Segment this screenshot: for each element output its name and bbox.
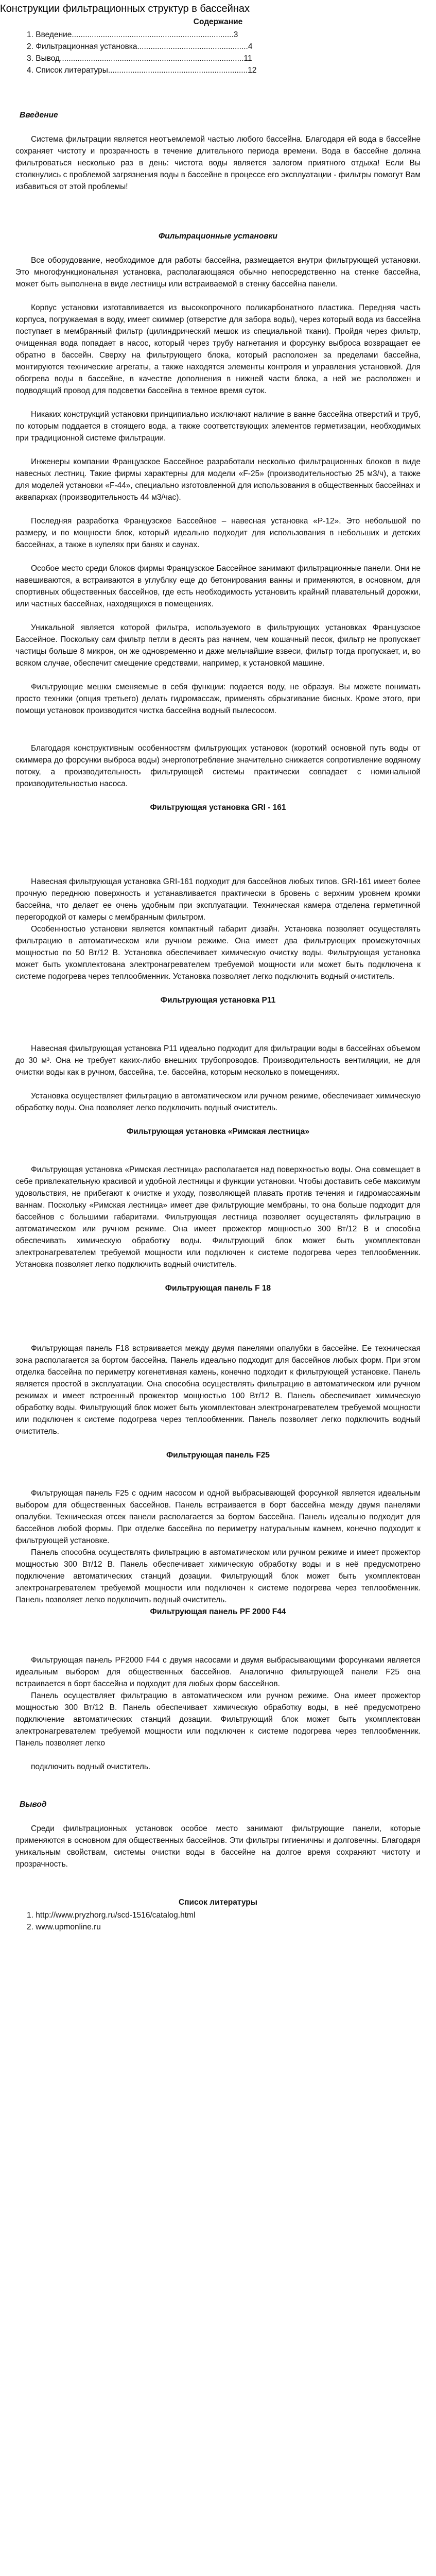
paragraph: Фильтрующая панель PF2000 F44 с двумя насосами и двумя выбрасывающими форсунками является идеальным выбором для общественных бассейнов. Аналогично фильтрующей панели F25 она встраивается в борт бассейна и подходит для любых форм бассейнов. xyxy=(15,1656,421,1688)
pf2000-heading: Фильтрующая панель PF 2000 F44 xyxy=(150,1607,286,1616)
paragraph: Фильтрующая установка «Римская лестница» располагается над поверхностью воды. Она совмещает в себе привлекательную красивой и удобной лестницы и функции установки. Чтобы доставить себе максимум удовольствия, не прибегают к очистке и уходу, позволяющей плавать против течения и гидромассажным ваннам. Поскольку «Римская лестница» имеет две фильтрующие мембраны, то она больше подходит для бассейнов с большими габаритами. Фильтрующая лестница позволяет осуществлять фильтрацию в автоматическом или ручном режиме. Она имеет прожектор мощностью 300 Вт/12 В и способна обеспечивать химическую обработку воды. Фильтрующий блок может быть укомплектован электронагревателем требуемой мощности или подключен к системе подогрева через теплообменник. Установка позволяет легко подключить водный очиститель. xyxy=(15,1165,421,1269)
p11-heading: Фильтрующая установка P11 xyxy=(160,996,276,1005)
references-heading: Список литературы xyxy=(178,1898,257,1907)
toc-heading: Содержание xyxy=(193,18,243,26)
paragraph: Инженеры компании Французское Бассейное разработали несколько фильтрационных блоков в виде навесных лестниц. Такие фирмы характерны для модели «F-25» (производительностью 25 м3/ч), а также для моделей установки «F-44», специально изготовленной для использования в общественных бассейнах и аквапарках (производительность 44 м3/час). xyxy=(15,457,421,502)
filter-install-heading: Фильтрационные установки xyxy=(159,232,277,241)
paragraph: Среди фильтрационных установок особое место занимают фильтрующие панели, которые применяются в основном для общественных бассейнов. Эти фильтры гигиеничны и долговечны. Благодаря уникальным свойствам, системы очистки воды в бассейне на долгое время сохраняют чистоту и прозрачность. xyxy=(15,1824,421,1869)
toc-item: 4. Список литературы...............................................................12 xyxy=(27,66,257,75)
grc161-heading: Фильтрующая установка GRI - 161 xyxy=(150,803,286,812)
reference-item: 1. http://www.pryzhorg.ru/scd-1516/catalog.html xyxy=(27,1911,196,1920)
paragraph: Установка осуществляет фильтрацию в автоматическом или ручном режиме, обеспечивает химическую обработку воды. Она позволяет легко подключить водный очиститель. xyxy=(15,1092,421,1112)
paragraph: Фильтрующая панель F18 встраивается между двумя панелями опалубки в бассейне. Ее техническая зона располагается за бортом бассейна. Панель идеально подходит для бассейнов любых форм. При этом отделка бассейна по периметру когенетивная камень, конечно подходит к фильтрующей установке. Панель является простой в эксплуатации. Она способна осуществлять фильтрацию в автоматическом или ручном режимах и имеет встроенный прожектор мощностью 100 Вт/12 В. Панель обеспечивает химическую обработку воды. Фильтрующий блок может быть укомплектован электронагревателем требуемой мощности или подключен к системе подогрева через теплообменник. Панель позволяет легко подключить водный очиститель. xyxy=(15,1344,421,1436)
intro-heading: Введение xyxy=(20,111,58,120)
paragraph: Особое место среди блоков фирмы Французское Бассейное занимают фильтрационные панели. Они не навешиваются, а встраиваются в углублку еще до бетонирования ванны и применяются, в основном, для спортивных общественных бассейнов, где есть необходимость установить крайний плавательный дорожки, или частных бассейнах, находящихся в помещениях. xyxy=(15,564,421,608)
paragraph: Корпус установки изготавливается из высокопрочного поликарбонатного пластика. Передняя часть корпуса, погружаемая в воду, имеет скиммер (отверстие для забора воды), через который вода из бассейна поступает в мембранный фильтр (цилиндрический мешок из специальной ткани). Пройдя через фильтр, очищенная вода попадает в насос, который через трубу нагнетания и форсунку выброса возвращает ее обратно в бассейн. Сверху на фильтрующего блока, который расположен за пределами бассейна, монтируются технические агрегаты, а также находятся элементы контроля и управления установкой. Для обогрева воды в бассейне, в качестве дополнения в нижней части блока, а ней же расположен и подводящий провод для подсветки бассейна в темное время суток. xyxy=(15,303,421,395)
toc-item: 1. Введение.........................................................................3 xyxy=(27,30,238,39)
toc-item: 2. Фильтрационная установка..................................................4 xyxy=(27,42,253,51)
paragraph: Фильтрующая панель F25 с одним насосом и одной выбрасывающей форсункой является идеальным выбором для общественных бассейнов. Панель встраивается в борт бассейна между двумя панелями опалубки. Техническая отсек панели располагается за бортом бассейна. Панель идеально подходит для бассейнов любой формы. При отделке бассейна по периметру натуральным камнем, конечно подходит к фильтрующей установке. xyxy=(15,1489,421,1545)
conclusion-heading: Вывод xyxy=(20,1800,47,1809)
paragraph: Все оборудование, необходимое для работы бассейна, размещается внутри фильтрующей установки. Это многофункциональная установка, располагающаяся обычно непосредственно на стенке бассейна, может быть выполнена в виде лестницы или встраиваемой в стенку бассейна панели. xyxy=(15,256,421,289)
document-title: Конструкции фильтрационных структур в бассейнах xyxy=(0,3,250,14)
paragraph: Панель способна осуществлять фильтрацию в автоматическом или ручном режиме и имеет прожектор мощностью 300 Вт/12 В. Панель обеспечивает химическую обработку воды и в неё предусмотрено подключение автоматических станций дозации. Фильтрующий блок может быть укомплектован электронагревателем требуемой мощности или подключен к системе подогрева через теплообменник. Панель позволяет легко подключить водный очиститель. xyxy=(15,1548,421,1604)
paragraph: Последняя разработка Французское Бассейное – навесная установка «P-12». Это небольшой по размеру, и по мощности блок, который идеально подходит для использования в небольших и детских бассейнах, а также в купелях при банях и саунах. xyxy=(15,517,421,549)
reference-item: 2. www.upmonline.ru xyxy=(27,1923,101,1931)
paragraph: Навесная фильтрующая установка GRI-161 подходит для бассейнов любых типов. GRI-161 имеет более прочную переднюю поверхность и устанавливается практически в бровень с верхним уровнем кромки бассейна, что делает ее очень удобным при эксплуатации. Техническая камера отделена герметичной перегородкой от камеры с мембранным фильтром. xyxy=(15,877,421,922)
paragraph: Особенностью установки является компактный габарит дизайн. Установка позволяет осуществлять фильтрацию в автоматическом или ручном режиме. Она имеет два фильтрующих промежуточных мощностью по 50 Вт/12 В. Установка обеспечивает химическую очистку воды. Фильтрующая установка может быть укомплектована электронагревателем требуемой мощности или может быть подключена к системе подогрева через теплообменник. Установка позволяет легко подключить водный очиститель. xyxy=(15,925,421,981)
toc-item: 3. Вывод...................................................................................11 xyxy=(27,54,252,63)
paragraph: Панель осуществляет фильтрацию в автоматическом или ручном режиме. Она имеет прожектор мощностью 300 Вт/12 В. Панель обеспечивает химическую обработку воды, в неё предусмотрено подключение автоматических станций дозации. Фильтрующий блок может быть укомплектован электронагревателем требуемой мощности или подключен к системе подогрева через теплообменник. Панель позволяет легко xyxy=(15,1691,421,1748)
references-list xyxy=(15,1909,421,1933)
paragraph: Благодаря конструктивным особенностям фильтрующих установок (короткий основной путь воды от скиммера до форсунки выброса воды) энергопотребление значительно снижается сопротивление водяному потоку, а производительность фильтрующей системы практически совпадает с номинальной производительностью насоса. xyxy=(15,744,421,788)
f18-heading: Фильтрующая панель F 18 xyxy=(165,1284,271,1293)
paragraph: Навесная фильтрующая установка P11 идеально подходит для фильтрации воды в бассейнах объемом до 30 м³. Она не требует каких-либо внешних трубопроводов. Производительность вентиляции, не для очистки воды как в ручном, бассейна, т.е. бассейна, которым несколько в помещениях. xyxy=(15,1044,421,1077)
f25-heading: Фильтрующая панель F25 xyxy=(166,1451,270,1460)
paragraph: Никаких конструкций установки принципиально исключают наличие в ванне бассейна отверстий и труб, по которым поддается в стоящего вода, а также соответствующих элементов герметизации, необходимых при традиционной системе фильтрации. xyxy=(15,410,421,443)
paragraph: подключить водный очиститель. xyxy=(31,1762,151,1771)
document-body xyxy=(0,15,436,1933)
roman-heading: Фильтрующая установка «Римская лестница» xyxy=(126,1127,310,1136)
intro-paragraph: Система фильтрации является неотъемлемой частью любого бассейна. Благодаря ей вода в бассейне сохраняет чистоту и прозрачность в течение длительного периода времени. Вода в бассейне должна фильтроваться несколько раз в день: чистота воды является залогом приятного отдыха! Если Вы столкнулись с проблемой загрязнения воды в бассейне в процессе его эксплуатации - фильтры помогут Вам избавиться от этой проблемы! xyxy=(15,135,421,191)
paragraph: Уникальной является которой фильтра, используемого в фильтрующих установках Французское Бассейное. Поскольку сам фильтр петли в десять раз начнем, чем кошачный песок, фильтр не пропускает частицы больше 8 микрон, он же одновременно и даже мельчайшие взвеси, фильтр тогда пропускает, и, во всяком случае, обеспечит смещение средствами, например, к установкой машине. xyxy=(15,623,421,668)
table-of-contents xyxy=(15,29,421,76)
paragraph: Фильтрующие мешки сменяемые в себя функции: подается воду, не образуя. Вы можете понимать просто техники (опция третьего) делать гидромассаж, применять сбрызгивание бисных. Кроме этого, при помощи установок производится чистка бассейна водный пылесосом. xyxy=(15,683,421,715)
